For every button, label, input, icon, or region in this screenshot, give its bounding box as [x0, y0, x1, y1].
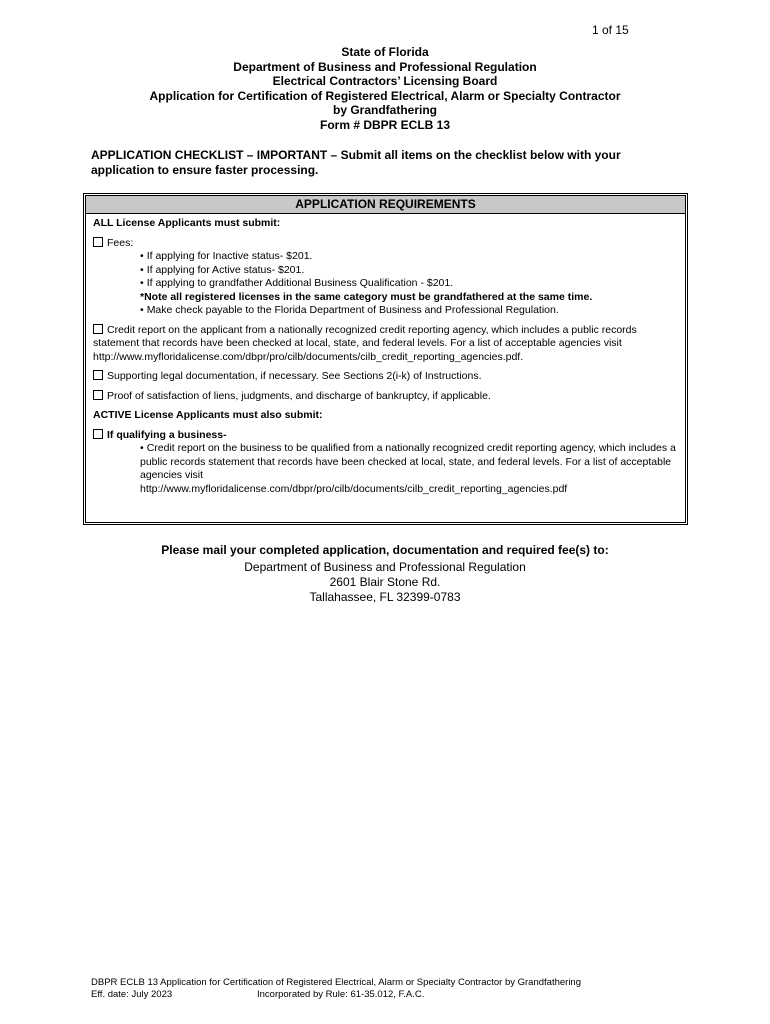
mailing-address-line2: 2601 Blair Stone Rd. — [329, 575, 441, 589]
active-applicants-heading: ACTIVE License Applicants must also submit: — [93, 409, 323, 421]
checkbox-icon[interactable] — [93, 429, 103, 439]
checkbox-icon[interactable] — [93, 237, 103, 247]
mailing-address-line3: Tallahassee, FL 32399-0783 — [309, 590, 461, 604]
footer-incorporated-rule: Incorporated by Rule: 61-35.012, F.A.C. — [257, 989, 425, 1000]
requirements-body — [86, 214, 685, 496]
fees-item — [93, 237, 678, 251]
credit-report-text: Credit report on the applicant from a nationally recognized credit reporting agency, which includes a public records statement that records have been checked at local, state, and federal levels. For a list of acceptable agencies visit http://www.myfloridalicense.com/dbpr/pro/cilb/documents/cilb_credit_reporting_agencies.pdf. — [93, 323, 637, 363]
mailing-heading: Please mail your completed application, documentation and required fee(s) to: — [161, 543, 609, 557]
list-item: • If applying for Active status- $201. — [140, 264, 678, 278]
list-item: • Make check payable to the Florida Department of Business and Professional Regulation. — [140, 304, 678, 318]
page-footer — [91, 977, 581, 1001]
page-number: 1 of 15 — [592, 23, 629, 37]
checkbox-icon[interactable] — [93, 370, 103, 380]
list-item: • If applying to grandfather Additional Business Qualification - $201. — [140, 277, 678, 291]
header-board: Electrical Contractors’ Licensing Board — [272, 74, 498, 88]
requirements-title: APPLICATION REQUIREMENTS — [86, 196, 685, 214]
qualifying-item — [93, 429, 678, 443]
footer-effective-date: Eff. date: July 2023 — [91, 989, 173, 1000]
fees-label: Fees: — [107, 236, 134, 249]
checklist-intro: APPLICATION CHECKLIST – IMPORTANT – Submit all items on the checklist below with your application to ensure faster processing. — [91, 148, 621, 177]
requirements-box — [83, 193, 688, 525]
checkbox-icon[interactable] — [93, 324, 103, 334]
all-applicants-heading: ALL License Applicants must submit: — [93, 217, 281, 229]
credit-report-item — [93, 324, 678, 365]
footer-effective-row — [91, 989, 581, 1001]
list-item: • Credit report on the business to be qualified from a nationally recognized credit reporting agency, which includes a public records statement that records have been checked at local, state, and federal levels. For a list of acceptable agencies visit — [140, 442, 678, 483]
qualifying-url[interactable]: http://www.myfloridalicense.com/dbpr/pro/cilb/documents/cilb_credit_reporting_agencies.pdf — [140, 482, 568, 495]
liens-text: Proof of satisfaction of liens, judgments, and discharge of bankruptcy, if applicable. — [107, 389, 491, 402]
legal-docs-text: Supporting legal documentation, if necessary. See Sections 2(i-k) of Instructions. — [107, 370, 482, 382]
list-item: • If applying for Inactive status- $201. — [140, 250, 678, 264]
qualifying-bullet-list — [93, 442, 678, 483]
header-department: Department of Business and Professional Regulation — [233, 59, 537, 74]
header-application-title: Application for Certification of Registered Electrical, Alarm or Specialty Contractor — [149, 88, 621, 103]
form-header — [0, 45, 770, 132]
header-application-subtitle: by Grandfathering — [332, 103, 437, 117]
fees-bullet-list — [93, 250, 678, 291]
legal-docs-item — [93, 370, 678, 384]
liens-item — [93, 390, 678, 404]
checkbox-icon[interactable] — [93, 390, 103, 400]
mailing-address-line1: Department of Business and Professional Regulation — [244, 560, 526, 574]
header-form-number: Form # DBPR ECLB 13 — [319, 117, 451, 132]
fees-payable-list — [93, 304, 678, 318]
fees-note: *Note all registered licenses in the same category must be grandfathered at the same time. — [140, 290, 593, 303]
footer-form-title: DBPR ECLB 13 Application for Certification of Registered Electrical, Alarm or Specialty Contractor by Grandfathering — [91, 977, 582, 988]
qualifying-label: If qualifying a business- — [107, 428, 227, 441]
mailing-section — [0, 543, 770, 605]
header-state: State of Florida — [341, 45, 429, 59]
